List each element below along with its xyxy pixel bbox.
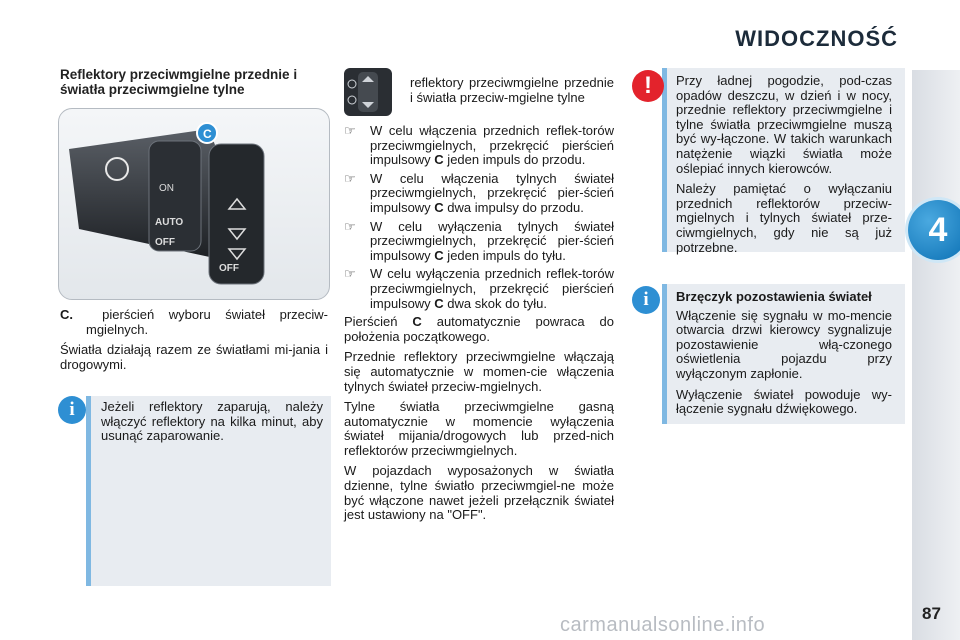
figure-label-auto: AUTO xyxy=(155,217,184,228)
section-title: Reflektory przeciwmgielne przednie i światła przeciwmgielne tylne xyxy=(60,67,298,97)
figure-label-off: OFF xyxy=(155,237,175,248)
warning-icon: ! xyxy=(632,70,664,102)
bullet-item: ☞ W celu wyłączenia tylnych świateł przeciwmgielnych, przekręcić pier-ścień impulsowy C jeden impuls do tyłu. xyxy=(344,218,614,263)
warning-paragraph-2: Należy pamiętać o wyłączaniu przednich reflektorów przeciw-mgielnych i tylnych świateł prze-ciwmgielnych, gdy nie są już potrzebne. xyxy=(676,181,892,255)
figure-label-off-2: OFF xyxy=(219,263,239,274)
middle-intro: reflektory przeciwmgielne przednie i światła przeciw-mgielne tylne xyxy=(410,75,614,105)
info-icon: i xyxy=(632,286,660,314)
warning-paragraph-1: Przy ładnej pogodzie, pod-czas opadów deszczu, w dzień i w nocy, przednie reflektory przeciwmgielne i tylne światła przeciwmgielne muszą być wy-łączone. W takich warunkach natężenie wiązki światła może oślepiać innych kierowców. xyxy=(676,73,892,176)
caption-item xyxy=(60,308,328,337)
bullet-item: ☞ W celu włączenia przednich reflek-torów przeciwmgielnych, przekręcić pierścień impulsowy C jeden impuls do przodu. xyxy=(344,123,614,168)
caption-text: pierścień wyboru świateł przeciw-mgielnych. xyxy=(86,307,328,337)
left-note-text: Jeżeli reflektory zaparują, należy włączyć reflektory na kilka minut, aby usunąć zaparowanie. xyxy=(101,399,323,444)
middle-body xyxy=(344,124,614,529)
ring-c xyxy=(149,141,201,251)
stalk-figure xyxy=(58,108,330,300)
buzzer-text xyxy=(676,290,892,423)
arrow-bullet-icon: ☞ xyxy=(344,218,356,234)
ring-paragraph: Pierścień C automatycznie powraca do położenia początkowego. xyxy=(344,314,614,344)
middle-paragraph-2: Przednie reflektory przeciwmgielne włączają się automatycznie w momen-cie włączenia tylnych świateł przeciw-mgielnych. xyxy=(344,349,614,394)
caption-letter: C. xyxy=(60,307,73,322)
buzzer-paragraph-1: Włączenie się sygnału w mo-mencie otwarcia drzwi kierowcy sygnalizuje pozostawienie włą-czonego oświetlenia pojazdu przy wyłączonym zapłonie. xyxy=(676,307,892,381)
chapter-tab[interactable]: 4 xyxy=(908,200,960,260)
page-title: WIDOCZNOŚĆ xyxy=(735,26,898,51)
warning-text xyxy=(676,74,892,261)
chapter-strip xyxy=(912,70,960,640)
buzzer-title: Brzęczyk pozostawienia świateł xyxy=(676,289,872,304)
light-stalk-illustration xyxy=(59,109,329,299)
left-note-box xyxy=(86,396,331,586)
ring-c-label: C xyxy=(203,127,212,141)
left-caption xyxy=(60,308,328,378)
info-icon: i xyxy=(58,396,86,424)
left-paragraph: Światła działają razem ze światłami mi-jania i drogowymi. xyxy=(60,342,328,372)
bullet-item: ☞ W celu wyłączenia przednich reflek-torów przeciwmgielnych, przekręcić pierścień impulsowy C dwa skok do tyłu. xyxy=(344,266,614,311)
middle-paragraph-3: Tylne światła przeciwmgielne gasną automatycznie w momencie wyłączenia świateł mijania/drogowych lub przed-nich reflektorów przeciwmgielnych. xyxy=(344,399,614,458)
arrow-bullet-icon: ☞ xyxy=(344,123,356,138)
fog-light-switch-icon xyxy=(344,68,392,116)
bullet-item: ☞ W celu włączenia tylnych świateł przeciwmgielnych, przekręcić pier-ścień impulsowy C dwa impulsy do przodu. xyxy=(344,170,614,215)
page-number: 87 xyxy=(922,604,941,623)
figure-label-on: ON xyxy=(159,183,174,194)
arrow-bullet-icon: ☞ xyxy=(344,266,356,282)
buzzer-paragraph-2: Wyłączenie świateł powoduje wy-łączenie sygnału dźwiękowego. xyxy=(676,386,892,417)
middle-paragraph-4: W pojazdach wyposażonych w światła dzienne, tylne światło przeciwmgiel-ne może być włączone nawet jeżeli przełącznik świateł jest ustawiony na "OFF". xyxy=(344,463,614,523)
arrow-bullet-icon: ☞ xyxy=(344,170,356,186)
watermark: carmanualsonline.info xyxy=(560,614,766,636)
